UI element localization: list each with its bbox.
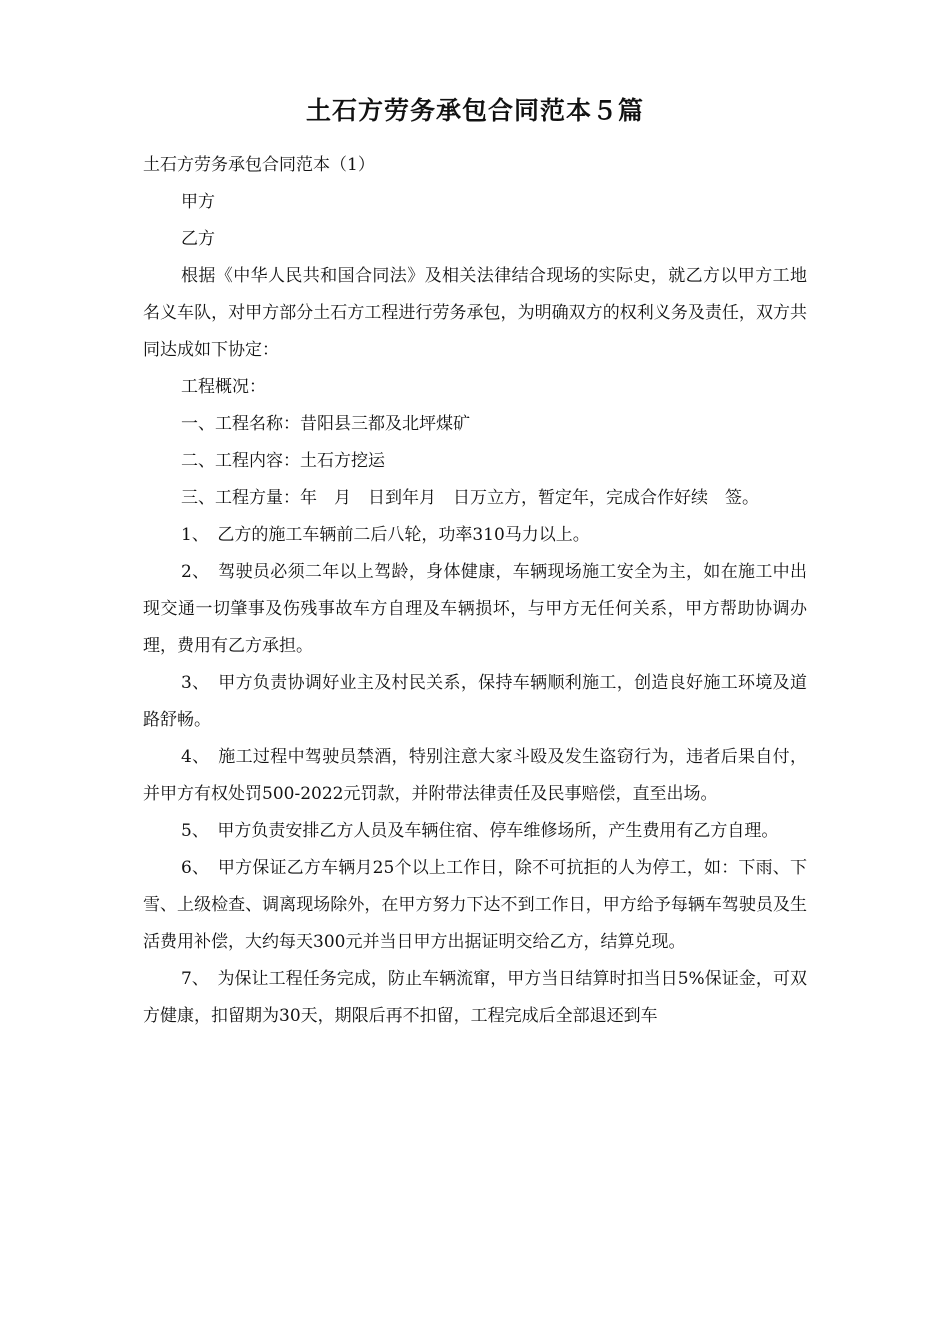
clause-paragraph: 2、 驾驶员必须二年以上驾龄，身体健康，车辆现场施工安全为主，如在施工中出现交通一切肇事及伤残事故车方自理及车辆损坏，与甲方无任何关系，甲方帮助协调办理，费用有乙方承担。 — [143, 562, 807, 656]
clause-paragraph: 3、 甲方负责协调好业主及村民关系，保持车辆顺利施工，创造良好施工环境及道路舒畅。 — [143, 673, 807, 730]
preamble-paragraph: 根据《中华人民共和国合同法》及相关法律结合现场的实际史，就乙方以甲方工地名义车队，对甲方部分土石方工程进行劳务承包，为明确双方的权利义务及责任，双方共同达成如下协定： — [143, 266, 807, 360]
party-a-line: 甲方 — [181, 192, 215, 212]
document-body — [143, 147, 807, 1035]
clause-paragraph: 1、 乙方的施工车辆前二后八轮，功率310马力以上。 — [181, 525, 590, 545]
project-overview-heading: 工程概况： — [181, 377, 266, 397]
clause-paragraph: 7、 为保让工程任务完成，防止车辆流窜，甲方当日结算时扣当日5%保证金，可双方健康，扣留期为30天，期限后再不扣留，工程完成后全部退还到车 — [143, 969, 807, 1026]
project-content-line: 二、工程内容：土石方挖运 — [181, 451, 385, 471]
document-title: 土石方劳务承包合同范本５篇 — [305, 96, 644, 125]
clause-paragraph: 5、 甲方负责安排乙方人员及车辆住宿、停车维修场所，产生费用有乙方自理。 — [181, 821, 779, 841]
party-b-line: 乙方 — [181, 229, 215, 249]
clause-paragraph: 4、 施工过程中驾驶员禁酒，特别注意大家斗殴及发生盗窃行为，违者后果自付，并甲方有权处罚500-2022元罚款，并附带法律责任及民事赔偿，直至出场。 — [143, 747, 807, 804]
section-heading: 土石方劳务承包合同范本（1） — [143, 155, 375, 175]
project-quantity-line: 三、工程方量：年 月 日到年月 日万立方，暂定年，完成合作好续 签。 — [181, 488, 759, 508]
project-name-line: 一、工程名称：昔阳县三都及北坪煤矿 — [181, 414, 470, 434]
clause-paragraph: 6、 甲方保证乙方车辆月25个以上工作日，除不可抗拒的人为停工，如：下雨、下雪、上级检查、调离现场除外，在甲方努力下达不到工作日，甲方给予每辆车驾驶员及生活费用补偿，大约每天300元并当日甲方出据证明交给乙方，结算兑现。 — [143, 858, 807, 952]
